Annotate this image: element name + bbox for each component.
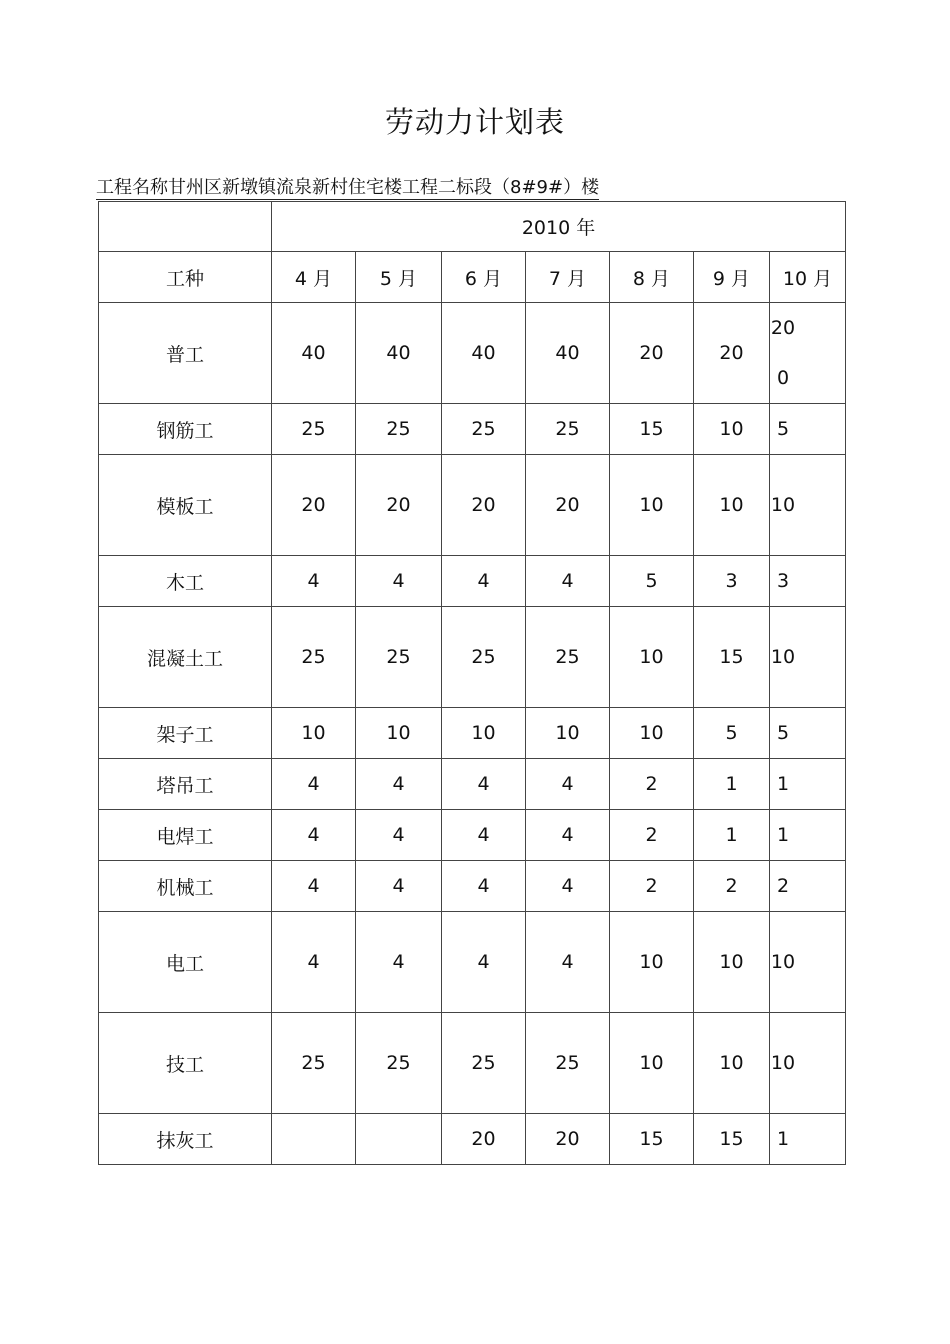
value-cell: 4: [272, 861, 356, 912]
value-cell: 10: [442, 708, 526, 759]
value-cell: 20: [694, 303, 770, 404]
value-cell: 10: [694, 1013, 770, 1114]
table-row: [99, 607, 846, 708]
value-cell: 15: [610, 1114, 694, 1165]
value-text: 1: [776, 1128, 790, 1150]
worktype-cell: 电焊工: [99, 810, 272, 861]
value-cell-last: [770, 1114, 846, 1165]
value-cell: 1: [694, 759, 770, 810]
table-row: [99, 810, 846, 861]
value-cell-last: [770, 861, 846, 912]
value-cell: 25: [356, 1013, 442, 1114]
value-cell: 10: [694, 455, 770, 556]
value-cell: 25: [442, 404, 526, 455]
value-cell: 4: [272, 556, 356, 607]
value-cell: 10: [610, 607, 694, 708]
value-cell: 20: [442, 1114, 526, 1165]
value-cell: 4: [356, 912, 442, 1013]
value-text: 2: [776, 875, 790, 897]
value-cell: 25: [272, 1013, 356, 1114]
value-cell-last: [770, 810, 846, 861]
value-cell: 20: [610, 303, 694, 404]
value-cell: 4: [272, 810, 356, 861]
month-header: 5 月: [356, 252, 442, 303]
page-title: 劳动力计划表: [384, 105, 565, 139]
worktype-header: 工种: [99, 252, 272, 303]
value-cell: 2: [610, 759, 694, 810]
value-text: 10: [770, 646, 796, 668]
value-cell: [272, 1114, 356, 1165]
value-cell: 5: [694, 708, 770, 759]
value-cell: 10: [694, 404, 770, 455]
value-cell: 20: [356, 455, 442, 556]
value-cell: 4: [356, 861, 442, 912]
value-cell: 4: [442, 861, 526, 912]
value-cell: 4: [526, 810, 610, 861]
value-cell: 10: [694, 912, 770, 1013]
month-header: 8 月: [610, 252, 694, 303]
table-row: [99, 556, 846, 607]
month-header: 4 月: [272, 252, 356, 303]
table-row: [99, 708, 846, 759]
month-header: 10 月: [770, 252, 846, 303]
value-cell-last: [770, 404, 846, 455]
month-header: 7 月: [526, 252, 610, 303]
value-cell: 25: [442, 607, 526, 708]
value-cell: 5: [610, 556, 694, 607]
value-cell: 4: [526, 556, 610, 607]
worktype-cell: 钢筋工: [99, 404, 272, 455]
value-cell-last: [770, 556, 846, 607]
table-row: [99, 1013, 846, 1114]
value-text: 3: [776, 570, 790, 592]
value-cell: 40: [272, 303, 356, 404]
value-cell: 25: [356, 404, 442, 455]
table-row: [99, 303, 846, 404]
worktype-cell: 抹灰工: [99, 1114, 272, 1165]
value-text: 1: [776, 773, 790, 795]
value-cell: 3: [694, 556, 770, 607]
value-text: 10: [770, 951, 796, 973]
value-cell: 10: [526, 708, 610, 759]
worktype-cell: 电工: [99, 912, 272, 1013]
worktype-cell: 塔吊工: [99, 759, 272, 810]
value-cell-last: [770, 303, 846, 404]
worktype-cell: 架子工: [99, 708, 272, 759]
worktype-cell: 混凝土工: [99, 607, 272, 708]
value-cell: 2: [610, 810, 694, 861]
value-cell: 1: [694, 810, 770, 861]
value-cell-last: [770, 759, 846, 810]
value-cell: 10: [610, 708, 694, 759]
month-header: 6 月: [442, 252, 526, 303]
value-text: 5: [776, 722, 790, 744]
worktype-cell: 技工: [99, 1013, 272, 1114]
value-cell: 25: [356, 607, 442, 708]
value-cell: 4: [272, 912, 356, 1013]
value-cell: 10: [610, 1013, 694, 1114]
value-text: 10: [770, 494, 796, 516]
value-cell: 40: [356, 303, 442, 404]
value-text: 5: [776, 418, 790, 440]
value-cell: 25: [442, 1013, 526, 1114]
labor-plan-table: [98, 201, 846, 1165]
value-text: 200: [770, 317, 796, 389]
value-text: 1: [776, 824, 790, 846]
table-row: [99, 455, 846, 556]
value-cell-last: [770, 607, 846, 708]
value-cell-last: [770, 1013, 846, 1114]
value-cell: 15: [610, 404, 694, 455]
value-cell: 4: [526, 861, 610, 912]
value-cell: 4: [442, 810, 526, 861]
value-cell-last: [770, 912, 846, 1013]
worktype-cell: 木工: [99, 556, 272, 607]
value-cell: 40: [442, 303, 526, 404]
blank-header-cell: [99, 202, 272, 252]
value-cell: 20: [526, 1114, 610, 1165]
worktype-cell: 普工: [99, 303, 272, 404]
value-cell: 4: [272, 759, 356, 810]
value-cell: 4: [526, 759, 610, 810]
value-cell: 4: [526, 912, 610, 1013]
value-text: 10: [770, 1052, 796, 1074]
value-cell: 4: [356, 759, 442, 810]
value-cell: 10: [610, 455, 694, 556]
value-cell: [356, 1114, 442, 1165]
value-cell: 4: [356, 556, 442, 607]
year-header: 2010 年: [272, 202, 846, 252]
value-cell: 10: [610, 912, 694, 1013]
project-name: 工程名称甘州区新墩镇流泉新村住宅楼工程二标段（8#9#）楼: [96, 177, 600, 198]
worktype-cell: 模板工: [99, 455, 272, 556]
value-cell: 20: [442, 455, 526, 556]
value-cell: 10: [356, 708, 442, 759]
value-cell: 25: [272, 404, 356, 455]
value-cell: 4: [442, 556, 526, 607]
month-header: 9 月: [694, 252, 770, 303]
value-cell-last: [770, 708, 846, 759]
value-cell: 15: [694, 607, 770, 708]
value-cell: 2: [610, 861, 694, 912]
value-cell: 4: [442, 759, 526, 810]
value-cell: 25: [526, 404, 610, 455]
value-cell: 10: [272, 708, 356, 759]
value-cell: 2: [694, 861, 770, 912]
table-row: [99, 861, 846, 912]
year-header-row: [99, 202, 846, 252]
value-cell: 20: [526, 455, 610, 556]
table-row: [99, 759, 846, 810]
table-row: [99, 1114, 846, 1165]
month-header-row: [99, 252, 846, 303]
value-cell: 25: [272, 607, 356, 708]
value-cell: 25: [526, 607, 610, 708]
worktype-cell: 机械工: [99, 861, 272, 912]
value-cell: 20: [272, 455, 356, 556]
value-cell: 40: [526, 303, 610, 404]
value-cell-last: [770, 455, 846, 556]
table-row: [99, 912, 846, 1013]
table-row: [99, 404, 846, 455]
value-cell: 15: [694, 1114, 770, 1165]
value-cell: 25: [526, 1013, 610, 1114]
value-cell: 4: [442, 912, 526, 1013]
value-cell: 4: [356, 810, 442, 861]
